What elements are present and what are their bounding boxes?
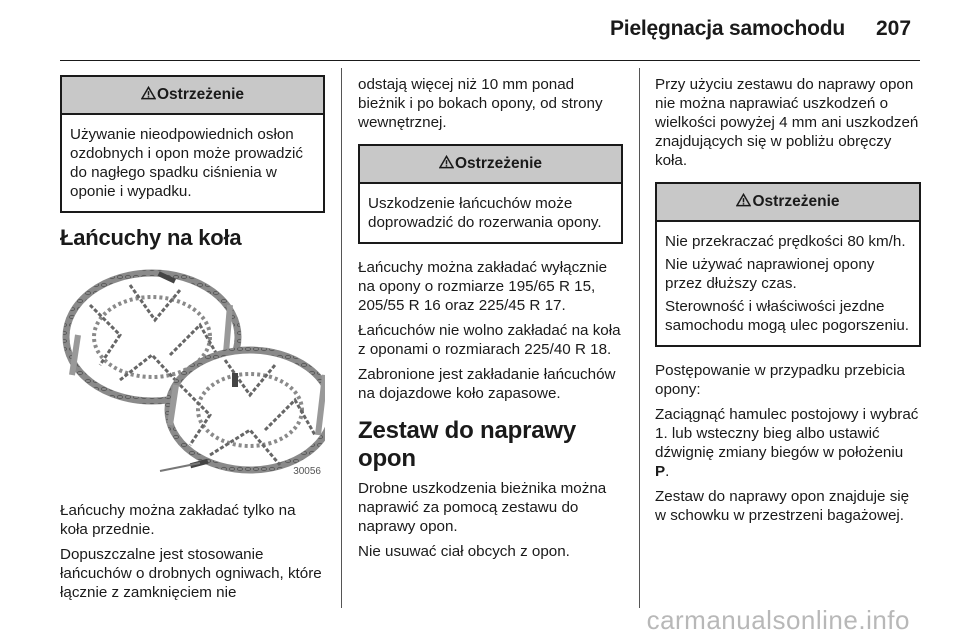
warning-text: Sterowność i właściwości jezdne samochodu mogą ulec pogorszeniu. [665, 298, 909, 334]
warning-text: Nie używać naprawionej opony przez dłuższy czas. [665, 256, 875, 292]
gear-position-label: P [655, 463, 666, 480]
column-3 [655, 75, 921, 531]
figure-id: 30056 [293, 466, 321, 477]
snow-chains-illustration [60, 265, 325, 483]
page-header-title: Pielęgnacja samochodu [610, 17, 846, 40]
paragraph: Drobne uszkodzenia bieżnika można naprawić za pomocą zestawu do naprawy opon. [358, 480, 607, 535]
column-divider-1 [341, 68, 342, 608]
paragraph: Przy użyciu zestawu do naprawy opon nie można naprawiać uszkodzeń o wielkości powyżej 4 mm ani uszkodzeń znajdujących się w pobliżu obręczy koła. [655, 76, 919, 169]
warning-text: Nie przekraczać prędkości 80 km/h. [665, 233, 906, 250]
warning-header [657, 184, 919, 222]
warning-box [358, 144, 623, 244]
warning-title: Ostrzeżenie [156, 86, 244, 103]
paragraph: Łańcuchów nie wolno zakładać na koła z oponami o rozmiarach 225/40 R 18. [358, 322, 621, 358]
snow-chains-image [60, 265, 325, 483]
paragraph: Łańcuchy można zakładać wyłącznie na opony o rozmiarze 195/65 R 15, 205/55 R 16 oraz 225/45 R 17. [358, 259, 608, 314]
warning-triangle-icon [736, 193, 751, 207]
column-divider-2 [639, 68, 640, 608]
header-rule [60, 60, 920, 61]
section-heading-snow-chains: Łańcuchy na koła [60, 225, 242, 250]
warning-triangle-icon [439, 155, 454, 169]
section-heading-tire-repair-kit: Zestaw do naprawy opon [358, 417, 576, 472]
paragraph [655, 405, 921, 481]
warning-title: Ostrzeżenie [454, 155, 542, 172]
paragraph-end: . [665, 463, 670, 480]
warning-title: Ostrzeżenie [752, 193, 840, 210]
warning-text: Uszkodzenie łańcuchów może doprowadzić do rozerwania opony. [368, 195, 602, 231]
warning-text: Używanie nieodpowiednich osłon ozdobnych i opon może prowadzić do nagłego spadku ciśnienia w oponie i wypadku. [70, 126, 304, 200]
watermark: carmanualsonline.info [646, 605, 910, 635]
column-1 [60, 75, 325, 608]
paragraph: Zabronione jest zakładanie łańcuchów na dojazdowe koło zapasowe. [358, 366, 616, 402]
paragraph: Nie usuwać ciał obcych z opon. [358, 543, 570, 560]
paragraph: odstają więcej niż 10 mm ponad bieżnik i po bokach opony, od strony wewnętrznej. [358, 76, 603, 131]
paragraph: Postępowanie w przypadku przebicia opony: [655, 362, 905, 398]
column-2 [358, 75, 623, 567]
paragraph: Zestaw do naprawy opon znajduje się w schowku w przestrzeni bagażowej. [655, 488, 910, 524]
warning-box [60, 75, 325, 213]
warning-box [655, 182, 921, 347]
paragraph-text: Zaciągnąć hamulec postojowy i wybrać 1. lub wsteczny bieg albo ustawić dźwignię zmiany biegów w położeniu [655, 406, 919, 461]
page-number: 207 [876, 17, 912, 40]
paragraph: Łańcuchy można zakładać tylko na koła przednie. [60, 502, 296, 538]
warning-header [62, 77, 323, 115]
warning-header [360, 146, 621, 184]
warning-triangle-icon [141, 86, 156, 100]
paragraph: Dopuszczalne jest stosowanie łańcuchów o drobnych ogniwach, które łącznie z zamknięciem nie [60, 546, 322, 601]
